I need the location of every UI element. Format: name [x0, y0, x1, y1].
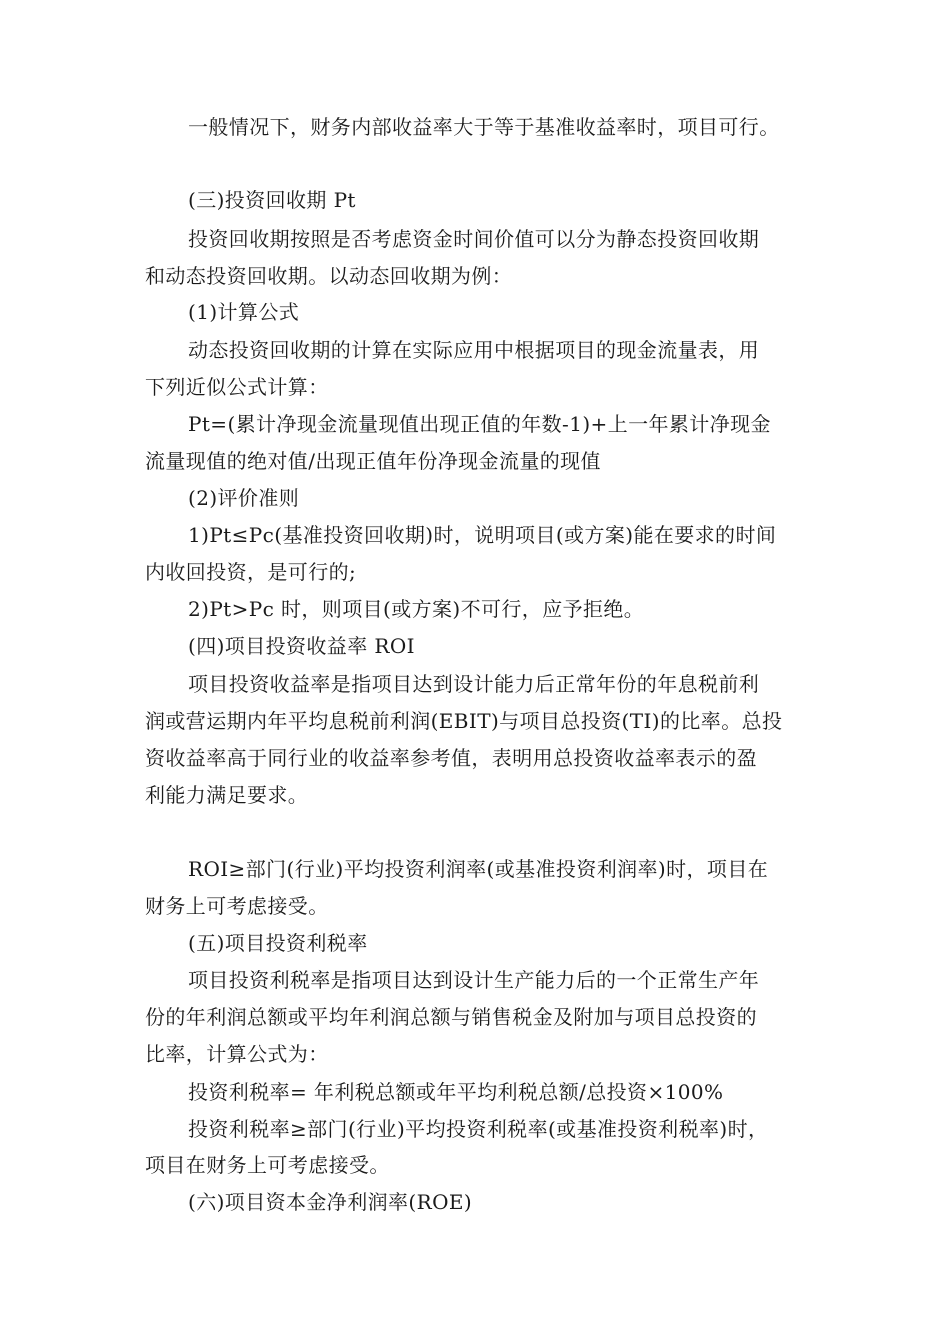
paragraph-line: 2)Pt>Pc 时，则项目(或方案)不可行，应予拒绝。	[188, 597, 645, 621]
paragraph-line: 投资回收期按照是否考虑资金时间价值可以分为静态投资回收期	[188, 227, 760, 251]
paragraph-line: 份的年利润总额或平均年利润总额与销售税金及附加与项目总投资的	[145, 1005, 757, 1029]
paragraph-line: 利能力满足要求。	[145, 783, 309, 807]
paragraph-line: 一般情况下，财务内部收益率大于等于基准收益率时，项目可行。	[188, 115, 780, 139]
formula-line: 流量现值的绝对值/出现正值年份净现金流量的现值	[145, 449, 601, 473]
paragraph-line: 投资利税率≥部门(行业)平均投资利税率(或基准投资利税率)时，	[188, 1117, 769, 1141]
paragraph-line: 项目投资收益率是指项目达到设计能力后正常年份的年息税前利	[188, 672, 760, 696]
section-heading: (三)投资回收期 Pt	[188, 188, 356, 212]
paragraph-line: 下列近似公式计算：	[145, 375, 329, 399]
paragraph-line: 动态投资回收期的计算在实际应用中根据项目的现金流量表，用	[188, 338, 760, 362]
paragraph-line: 润或营运期内年平均息税前利润(EBIT)与项目总投资(TI)的比率。总投	[145, 709, 783, 733]
paragraph-line: 1)Pt≤Pc(基准投资回收期)时，说明项目(或方案)能在要求的时间	[188, 523, 777, 547]
paragraph-line: 比率，计算公式为：	[145, 1042, 329, 1066]
paragraph-line: 项目投资利税率是指项目达到设计生产能力后的一个正常生产年	[188, 968, 760, 992]
paragraph-line: 资收益率高于同行业的收益率参考值，表明用总投资收益率表示的盈	[145, 746, 757, 770]
formula-line: 投资利税率= 年利税总额或年平均利税总额/总投资×100%	[188, 1080, 724, 1104]
formula-line: Pt=(累计净现金流量现值出现正值的年数-1)+上一年累计净现金	[188, 412, 771, 436]
subheading: (1)计算公式	[188, 300, 300, 324]
paragraph-line: ROI≥部门(行业)平均投资利润率(或基准投资利润率)时，项目在	[188, 857, 769, 881]
paragraph-line: 财务上可考虑接受。	[145, 894, 329, 918]
subheading: (2)评价准则	[188, 486, 300, 510]
section-heading: (六)项目资本金净利润率(ROE)	[188, 1190, 473, 1214]
paragraph-line: 和动态投资回收期。以动态回收期为例：	[145, 264, 513, 288]
section-heading: (四)项目投资收益率 ROI	[188, 634, 415, 658]
paragraph-line: 项目在财务上可考虑接受。	[145, 1153, 390, 1177]
paragraph-line: 内收回投资，是可行的;	[145, 560, 357, 584]
section-heading: (五)项目投资利税率	[188, 931, 368, 955]
